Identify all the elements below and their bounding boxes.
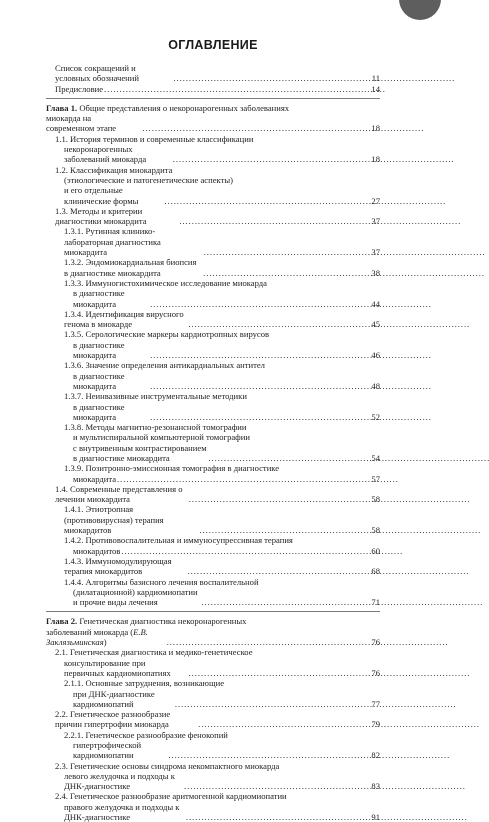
toc-entry-line: левого желудочка и подходы к ДНК-диагностике	[64, 770, 175, 792]
dot-leader	[150, 412, 370, 422]
toc-entry-line: (этиологические и патогенетические аспекты)	[64, 174, 233, 185]
chapter-2-label: Глава 2.	[46, 616, 78, 627]
dot-leader	[189, 494, 371, 504]
toc-entry-line: 1.4.4. Алгоритмы базисного лечения воспалительной	[64, 576, 259, 587]
toc-entry[interactable]	[46, 206, 380, 227]
toc-entry[interactable]	[46, 577, 380, 608]
toc-entry-line: 1.3.8. Методы магнитно-резонансной томографии	[64, 422, 247, 433]
toc-entry-line: Список сокращений и условных обозначений	[55, 63, 139, 84]
toc-entry-page: 77	[371, 698, 380, 709]
toc-entry-line: правого желудочка и подходы к ДНК-диагностике	[64, 801, 180, 822]
toc-entry-page: 60	[371, 545, 380, 556]
toc-entry[interactable]	[46, 730, 380, 761]
chapter-1-entries	[46, 134, 380, 608]
toc-entry[interactable]	[46, 309, 380, 330]
chapter-2-heading[interactable]	[46, 616, 380, 647]
toc-entry-line: 2.1. Генетическая диагностика и медико-генетическое	[55, 647, 253, 658]
toc-entry-line: и его отдельные клинические формы	[64, 185, 139, 206]
toc-entry[interactable]	[46, 463, 380, 484]
toc-entry-page: 38	[371, 267, 380, 278]
toc-entry-line: в диагностике миокардита	[73, 401, 125, 422]
chapter-2-title-line2: заболеваний миокарда (	[46, 626, 134, 637]
toc-entry-line: 1.3.4. Идентификация вирусного генома в миокарде	[64, 308, 184, 330]
toc-entry[interactable]	[46, 556, 380, 577]
dot-leader	[175, 699, 371, 709]
toc-entry-line: 2.3. Генетические основы синдрома некомпактного миокарда	[55, 760, 280, 771]
dot-leader	[198, 719, 370, 729]
dot-leader	[201, 597, 370, 607]
toc-entry[interactable]	[46, 535, 380, 556]
toc-entry-line: миокардита	[73, 473, 117, 484]
toc-entry-page: 71	[371, 597, 380, 608]
toc-entry[interactable]	[46, 422, 380, 463]
toc-entry-page: 45	[371, 319, 380, 330]
toc-entry-line: 1.3.1. Рутинная клинико-лабораторная диагностика миокардита	[64, 226, 161, 258]
toc-entry-page: 37	[371, 247, 380, 258]
toc-entry-line: (дилатационной) кардиомиопатии и прочие виды лечения	[73, 586, 198, 608]
front-matter	[46, 63, 380, 94]
toc-entry-page: 82	[371, 750, 380, 761]
toc-entry-line: 1.3.7. Неинвазивные инструментальные методики	[64, 391, 247, 402]
toc-entry[interactable]	[46, 484, 380, 505]
toc-entry[interactable]	[46, 391, 380, 422]
toc-entry-page: 79	[371, 719, 380, 730]
dot-leader	[104, 84, 370, 94]
dot-leader	[164, 196, 370, 206]
toc-entry-line: 1.4.3. Иммуномодулирующая терапия миокардитов	[64, 555, 172, 577]
toc-entry-line: консультирование при первичных кардиомиопатиях	[64, 657, 171, 678]
toc-entry-page: 44	[371, 298, 380, 309]
toc-entry-page: 11	[371, 73, 380, 84]
toc-entry[interactable]	[46, 257, 380, 278]
dot-leader	[204, 247, 371, 257]
dot-leader	[167, 637, 371, 647]
toc-entry-page: 46	[371, 350, 380, 361]
toc-page	[46, 38, 380, 822]
chapter-1-title-line2: миокарда на современном этапе	[46, 113, 117, 134]
toc-entry-page: 83	[371, 781, 380, 792]
page-title: ОГЛАВЛЕНИЕ	[168, 38, 258, 52]
toc-entry-line: 1.3. Методы и критерии диагностики миокардита	[55, 205, 147, 227]
toc-entry-line: в диагностике миокардита	[73, 288, 125, 309]
chapter-2-entries	[46, 647, 380, 822]
toc-entry-page: 58	[371, 525, 380, 536]
toc-entry[interactable]	[46, 678, 380, 709]
toc-entry-page: 57	[371, 473, 380, 484]
toc-entry-line: в диагностике миокардита	[73, 339, 125, 361]
chapter-1-heading[interactable]	[46, 103, 380, 134]
chapter-2	[46, 611, 380, 822]
toc-entry-page: 54	[371, 452, 380, 463]
dot-leader	[117, 474, 370, 484]
toc-entry-line: 1.3.6. Значение определения антикардиальных антител	[64, 360, 265, 371]
dot-leader	[150, 299, 370, 309]
toc-entry-page: 37	[371, 216, 380, 227]
toc-entry[interactable]	[46, 709, 380, 730]
chapter-2-title-line1: Генетическая диагностика некоронарогенных	[79, 616, 247, 627]
toc-entry[interactable]	[46, 791, 380, 822]
toc-entry-line: 1.4. Современные представления о лечении миокардита	[55, 483, 183, 505]
toc-entry[interactable]	[46, 360, 380, 391]
toc-entry-line: и мультиспиральной компьютерной томографии	[73, 432, 250, 443]
toc-entry-page: 48	[371, 380, 380, 391]
toc-entry[interactable]	[46, 134, 380, 165]
dot-leader	[173, 154, 371, 164]
toc-entry-line: 1.4.2. Противовоспалительная и иммуносупрессивная терапия	[64, 535, 293, 546]
dot-leader	[188, 319, 370, 329]
toc-entry-page: 52	[371, 411, 380, 422]
toc-entry-line: с внутривенным контрастированием в диагностике миокардита	[73, 442, 207, 463]
toc-entry-line: 1.3.2. Эндомиокардиальная биопсия в диагностике миокардита	[64, 257, 197, 278]
toc-entry-page: 14	[371, 83, 380, 94]
toc-entry[interactable]	[46, 226, 380, 257]
toc-entry-page: 91	[371, 812, 380, 822]
dot-leader	[188, 566, 371, 576]
toc-entry-line: 1.2. Классификация миокардита	[55, 164, 173, 175]
dot-leader	[199, 525, 370, 535]
toc-entry-line: Предисловие	[55, 83, 104, 94]
toc-entry-line: некоронарогенных заболеваний миокарда	[64, 144, 147, 165]
dot-leader	[168, 750, 370, 760]
toc-entry[interactable]	[46, 63, 380, 84]
dot-leader	[142, 123, 370, 133]
dot-leader	[208, 453, 370, 463]
toc-entry-page: 27	[371, 195, 380, 206]
chapter-1-label: Глава 1.	[46, 102, 78, 113]
toc-entry[interactable]	[46, 278, 380, 309]
toc-entry-page: 18	[371, 154, 380, 165]
toc-entry-line: 1.3.9. Позитронно-эмиссионная томография в диагностике	[64, 463, 280, 474]
toc-entry[interactable]	[46, 761, 380, 792]
chapter-2-page: 76	[371, 637, 380, 648]
toc-entry-line: гипертрофической кардиомиопатии	[73, 740, 142, 761]
toc-entry-page: 68	[371, 566, 380, 577]
dot-leader	[173, 73, 370, 83]
dot-leader	[186, 812, 371, 822]
dot-leader	[184, 781, 370, 791]
toc-entry[interactable]	[46, 504, 380, 535]
toc-entry[interactable]	[46, 84, 380, 94]
toc-entry-line: в диагностике миокардита	[73, 370, 125, 391]
corner-decoration	[399, 0, 441, 20]
toc-entry[interactable]	[46, 165, 380, 206]
toc-entry-line: миокардитов	[73, 545, 121, 556]
toc-entry-line: 1.4.1. Этиотропная (противовирусная) терапия миокардитов	[64, 504, 164, 536]
chapter-2-author: Е.В. Заклязьминская	[46, 626, 148, 648]
dot-leader	[150, 350, 370, 360]
dot-leader	[203, 268, 370, 278]
toc-entry-line: 2.1.1. Основные затруднения, возникающие	[64, 678, 225, 689]
chapter-1-page: 18	[371, 123, 380, 134]
toc-entry-line: 2.2. Генетическое разнообразие причин гипертрофии миокарда	[55, 709, 171, 730]
toc-entry[interactable]	[46, 647, 380, 678]
toc-entry-line: 1.1. История терминов и современные классификации	[55, 133, 254, 144]
dot-leader	[150, 381, 370, 391]
toc-entry-page: 76	[371, 667, 380, 678]
toc-entry-line: 1.3.3. Иммуногистохимическое исследование миокарда	[64, 277, 267, 288]
toc-entry[interactable]	[46, 329, 380, 360]
toc-entry-page: 58	[371, 494, 380, 505]
toc-entry-line: 2.2.1. Генетическое разнообразие фенокопий	[64, 729, 228, 740]
toc-entry-line: 1.3.5. Серологические маркеры кардиотропных вирусов	[64, 329, 270, 340]
dot-leader	[189, 668, 371, 678]
toc-entry-line: 2.4. Генетическое разнообразие аритмогенной кардиомиопатии	[55, 791, 287, 802]
toc-entry-line: при ДНК-диагностике кардиомиопатий	[73, 688, 155, 709]
chapter-1	[46, 98, 380, 608]
chapter-1-title-line1: Общие представления о некоронарогенных заболеваниях	[79, 102, 290, 113]
dot-leader	[121, 546, 370, 556]
chapter-2-title-close: )	[103, 637, 107, 648]
dot-leader	[179, 216, 370, 226]
